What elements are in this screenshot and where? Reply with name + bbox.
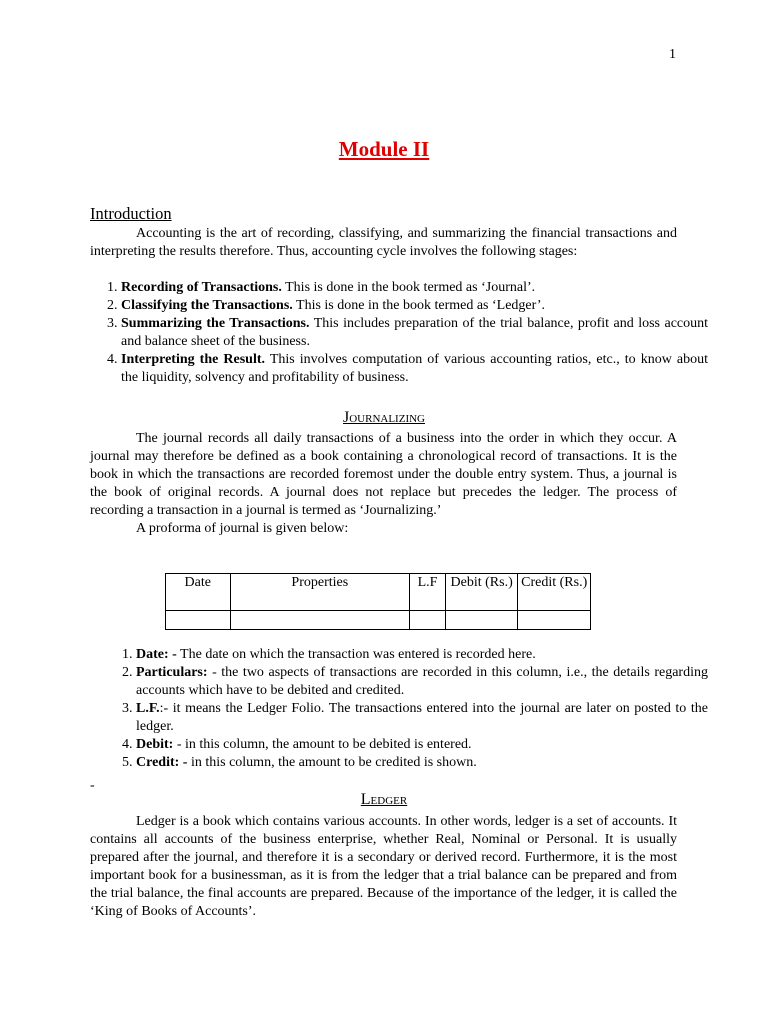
column-term: Date: -	[136, 647, 177, 662]
table-cell	[445, 611, 518, 630]
list-item	[136, 700, 708, 736]
ledger-text: Ledger is a book which contains various accounts. In other words, ledger is a set of accounts. It contains all accounts of the business enterprise, whether Real, Nominal or Personal. It is usually prepared after the journal, and therefore it is a secondary or derived record. Furthermore, it is the most important book for a businessman, as it is from the ledger that a trial balance can be prepared and from the trial balance, the final accounts are prepared. Because of the importance of the ledger, it is called the ‘King of Books of Accounts’.	[90, 814, 677, 919]
table-cell	[166, 611, 231, 630]
column-term: Particulars:	[136, 665, 208, 680]
dash-mark: -	[90, 778, 95, 793]
list-item	[136, 664, 708, 700]
page-number: 1	[669, 47, 676, 62]
column-term: Credit: -	[136, 755, 188, 770]
table-cell	[410, 611, 446, 630]
header-credit: Credit (Rs.)	[518, 574, 591, 611]
journal-columns-list	[105, 646, 708, 772]
stage-term: Summarizing the Transactions.	[121, 316, 310, 331]
page-title: Module II	[338, 137, 430, 161]
list-item	[121, 297, 708, 315]
stage-term: Interpreting the Result.	[121, 352, 266, 367]
column-desc: The date on which the transaction was entered is recorded here.	[176, 647, 536, 662]
stage-desc: This is done in the book termed as ‘Ledger’.	[292, 298, 545, 313]
stage-desc: This is done in the book termed as ‘Journal’.	[281, 280, 536, 295]
column-desc: - in this column, the amount to be debited is entered.	[173, 737, 472, 752]
table-cell	[230, 611, 410, 630]
header-debit: Debit (Rs.)	[445, 574, 518, 611]
header-lf: L.F	[410, 574, 446, 611]
column-term: L.F.	[136, 701, 160, 716]
journalizing-text: The journal records all daily transactions of a business into the order in which they occur. A journal may therefore be defined as a book containing a chronological record of transactions. It is the book in which the transactions are recorded foremost under the double entry system. Thus, a journal is the book of original records. A journal does not replace but precedes the ledger. The process of recording a transaction in a journal is termed as ‘Journalizing.’	[90, 431, 677, 518]
list-item	[121, 279, 708, 297]
proforma-line: A proforma of journal is given below:	[136, 521, 349, 536]
list-item	[136, 736, 708, 754]
list-item	[121, 351, 708, 387]
list-item	[136, 646, 708, 664]
header-date: Date	[166, 574, 231, 611]
stage-term: Recording of Transactions.	[121, 280, 282, 295]
stage-desc: This involves computation of various accounting ratios, etc., to know about the liquidity, solvency and profitability of business.	[121, 352, 708, 385]
column-term: Debit:	[136, 737, 174, 752]
stage-desc: This includes preparation of the trial balance, profit and loss account and balance sheet of the business.	[121, 316, 709, 349]
introduction-text: Accounting is the art of recording, classifying, and summarizing the financial transactions and interpreting the results therefore. Thus, accounting cycle involves the following stages:	[90, 226, 677, 259]
ledger-heading: Ledger	[360, 791, 408, 808]
header-properties: Properties	[230, 574, 410, 611]
journalizing-heading: Journalizing	[343, 409, 425, 426]
table-row	[166, 611, 591, 630]
journal-proforma-table	[165, 573, 591, 630]
column-desc: - the two aspects of transactions are recorded in this column, i.e., the details regarding accounts which have to be debited and credited.	[136, 665, 708, 698]
column-desc: in this column, the amount to be credited is shown.	[187, 755, 477, 770]
column-desc: :- it means the Ledger Folio. The transactions entered into the journal are later on posted to the ledger.	[136, 701, 708, 734]
table-header-row	[166, 574, 591, 611]
table-cell	[518, 611, 591, 630]
stages-list	[90, 279, 708, 387]
list-item	[121, 315, 708, 351]
list-item	[136, 754, 708, 772]
stage-term: Classifying the Transactions.	[121, 298, 293, 313]
introduction-heading: Introduction	[90, 204, 172, 223]
